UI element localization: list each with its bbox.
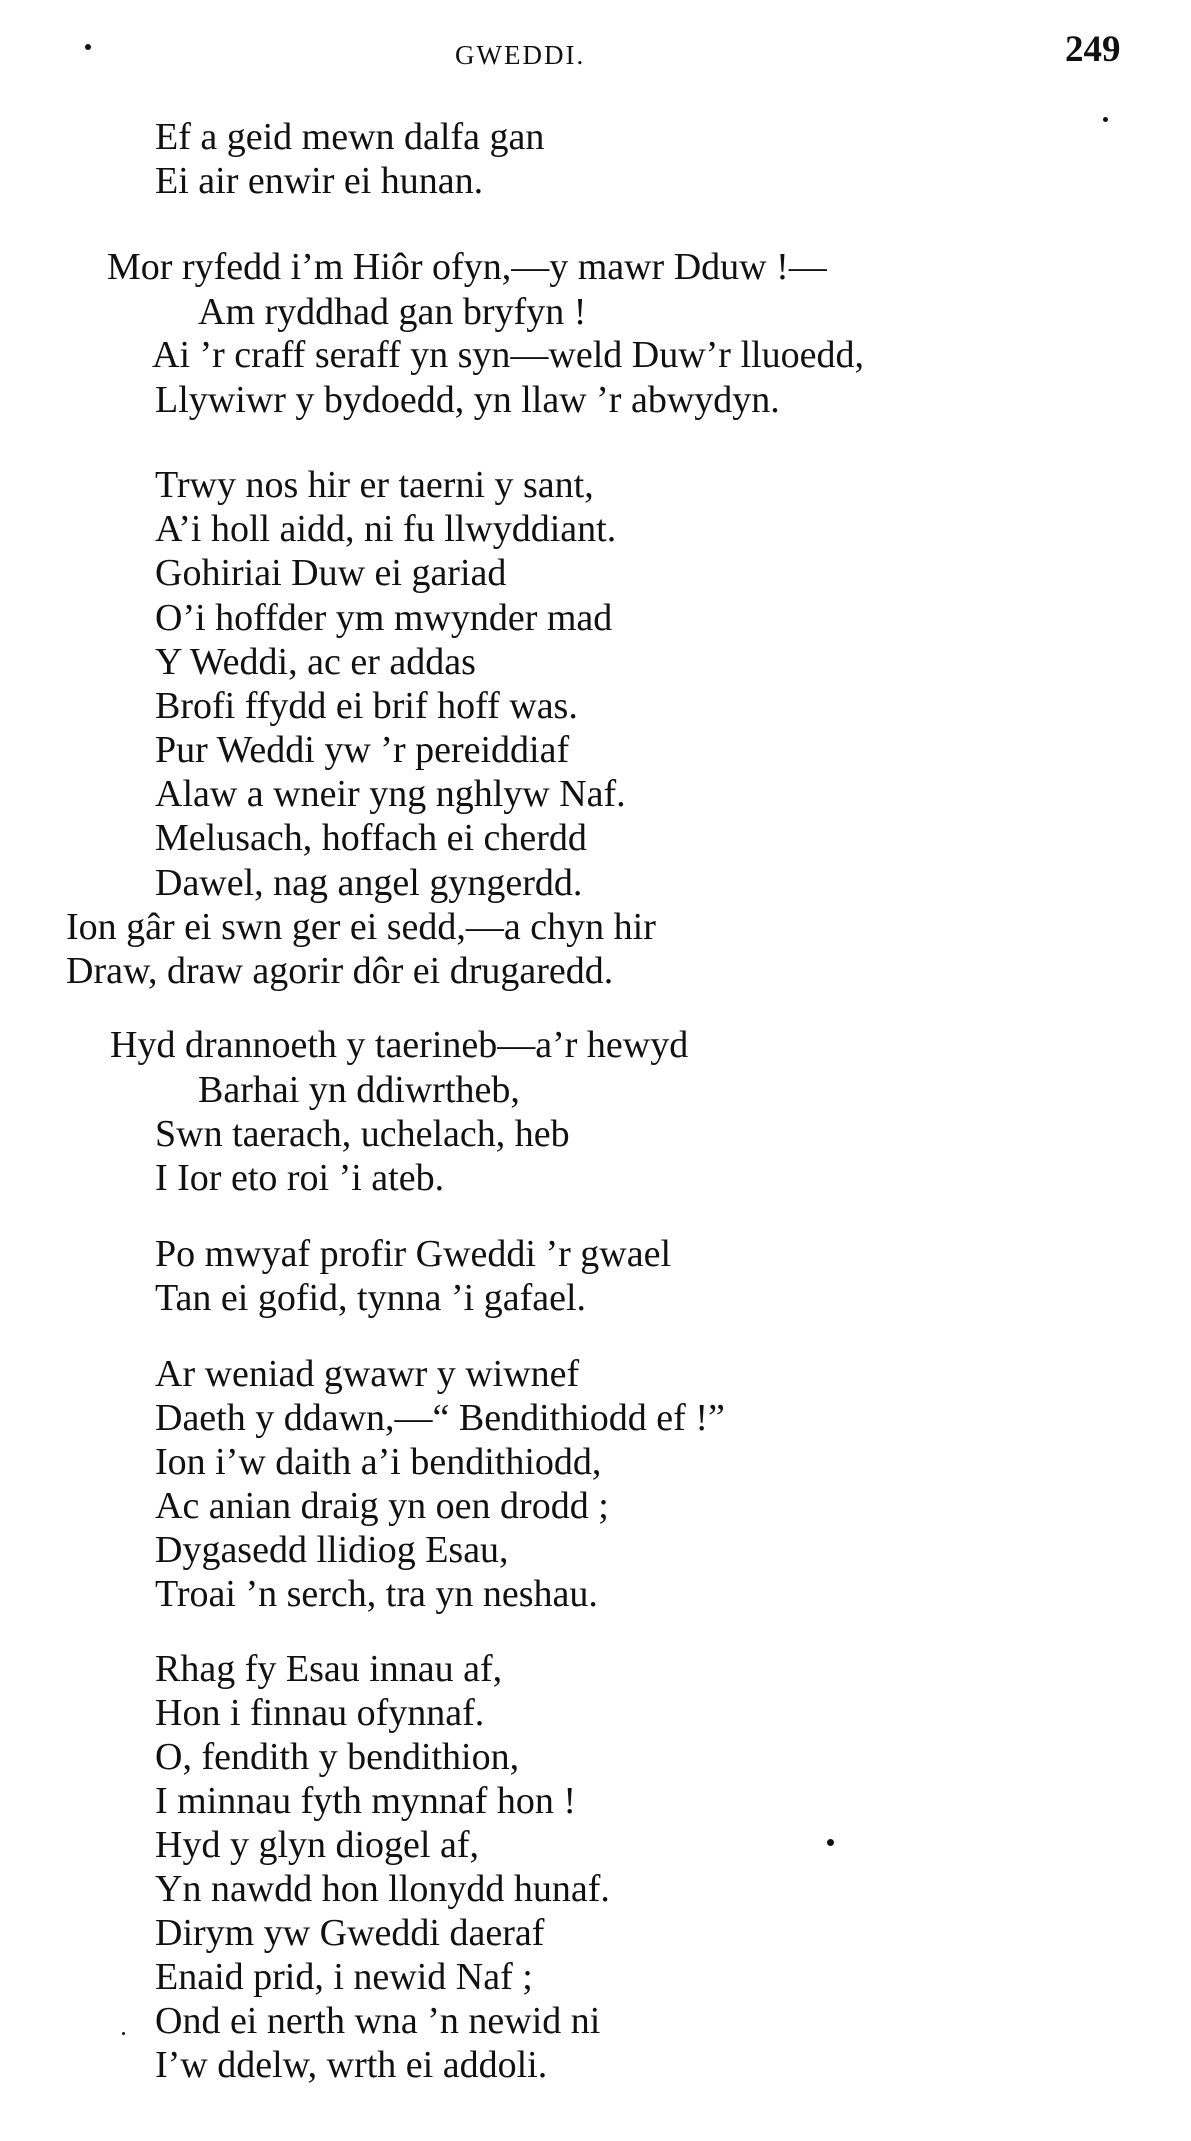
print-speck xyxy=(1103,117,1108,122)
verse-line: Dawel, nag angel gyngerdd. xyxy=(155,862,583,904)
verse-line: Ion gâr ei swn ger ei sedd,—a chyn hir xyxy=(66,906,656,948)
verse-line: Ar weniad gwawr y wiwnef xyxy=(155,1353,580,1395)
verse-line: Ai ’r craff seraff yn syn—weld Duw’r lluoedd, xyxy=(152,334,864,376)
verse-line: Troai ’n serch, tra yn neshau. xyxy=(155,1573,598,1615)
verse-line: Ond ei nerth wna ’n newid ni xyxy=(155,2000,601,2042)
verse-line: Hyd y glyn diogel af, xyxy=(155,1824,480,1866)
verse-line: Alaw a wneir yng nghlyw Naf. xyxy=(155,773,626,815)
verse-line: Draw, draw agorir dôr ei drugaredd. xyxy=(66,950,614,992)
verse-line: Tan ei gofid, tynna ’i gafael. xyxy=(155,1277,587,1319)
verse-line: Dirym yw Gweddi daeraf xyxy=(155,1912,545,1954)
verse-line: Ef a geid mewn dalfa gan xyxy=(155,116,545,158)
verse-line: Gohiriai Duw ei gariad xyxy=(155,552,507,594)
verse-line: Po mwyaf profir Gweddi ’r gwael xyxy=(155,1233,672,1275)
running-header-title: GWEDDI. xyxy=(455,40,586,70)
verse-line: Barhai yn ddiwrtheb, xyxy=(198,1069,520,1111)
verse-line: Dygasedd llidiog Esau, xyxy=(155,1529,509,1571)
verse-line: O’i hoffder ym mwynder mad xyxy=(155,597,613,639)
verse-line: Hyd drannoeth y taerineb—a’r hewyd xyxy=(110,1024,689,1066)
verse-line: Y Weddi, ac er addas xyxy=(155,641,476,683)
verse-line: Llywiwr y bydoedd, yn llaw ’r abwydyn. xyxy=(155,379,780,421)
verse-line: Brofi ffydd ei brif hoff was. xyxy=(155,685,578,727)
page-number: 249 xyxy=(1065,29,1121,70)
print-speck xyxy=(827,1839,834,1846)
verse-line: Am ryddhad gan bryfyn ! xyxy=(198,291,587,333)
verse-line: Trwy nos hir er taerni y sant, xyxy=(155,464,594,506)
verse-line: A’i holl aidd, ni fu llwyddiant. xyxy=(155,508,617,550)
verse-line: Hon i finnau ofynnaf. xyxy=(155,1692,485,1734)
verse-line: O, fendith y bendithion, xyxy=(155,1736,520,1778)
verse-line: I minnau fyth mynnaf hon ! xyxy=(155,1780,577,1822)
print-speck xyxy=(85,44,91,50)
verse-line: Enaid prid, i newid Naf ; xyxy=(155,1956,533,1998)
verse-line: Rhag fy Esau innau af, xyxy=(155,1648,503,1690)
verse-line: Daeth y ddawn,—“ Bendithiodd ef !” xyxy=(155,1397,725,1439)
verse-line: Ei air enwir ei hunan. xyxy=(155,160,484,202)
verse-line: I Ior eto roi ’i ateb. xyxy=(155,1157,445,1199)
verse-line: Melusach, hoffach ei cherdd xyxy=(155,817,587,859)
verse-line: Pur Weddi yw ’r pereiddiaf xyxy=(155,729,570,771)
verse-line: Swn taerach, uchelach, heb xyxy=(155,1113,570,1155)
print-speck xyxy=(122,2032,125,2035)
verse-line: Mor ryfedd i’m Hiôr ofyn,—y mawr Dduw !— xyxy=(107,246,827,288)
verse-line: Yn nawdd hon llonydd hunaf. xyxy=(155,1868,610,1910)
verse-line: Ac anian draig yn oen drodd ; xyxy=(155,1485,609,1527)
verse-line: Ion i’w daith a’i bendithiodd, xyxy=(155,1441,602,1483)
verse-line: I’w ddelw, wrth ei addoli. xyxy=(155,2044,548,2086)
